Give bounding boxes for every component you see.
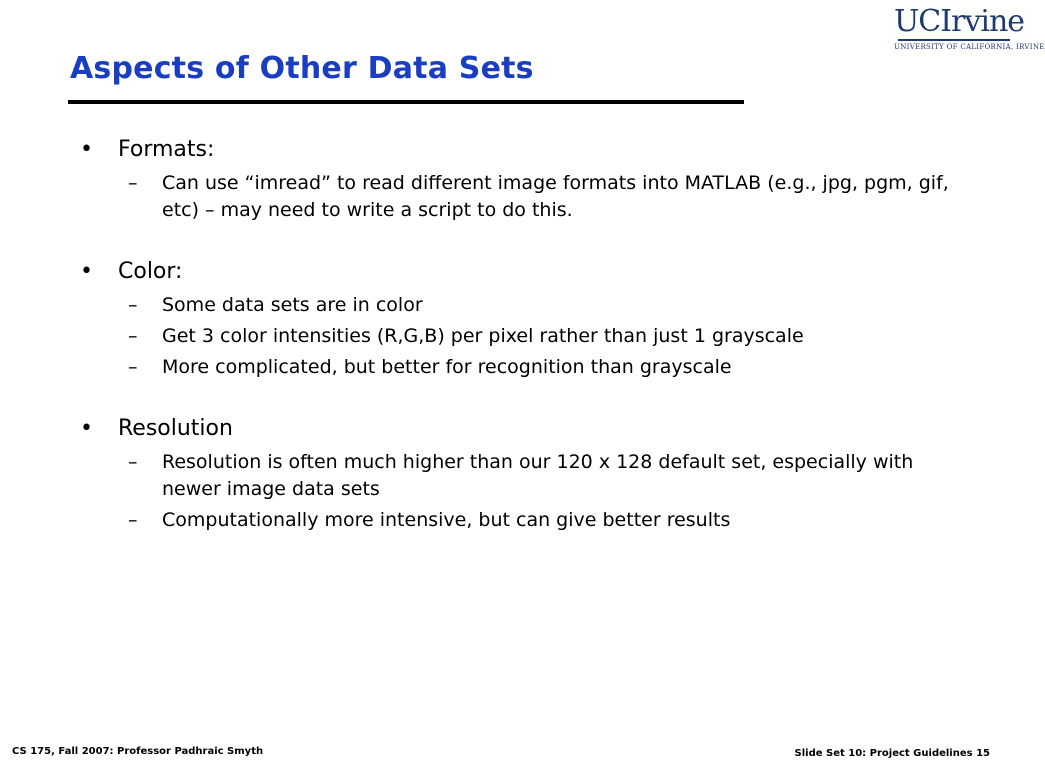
slide-body: [80, 136, 960, 534]
bullet-formats: [80, 136, 960, 164]
bullet-text: Color:: [118, 259, 183, 284]
sub-bullet: [128, 292, 960, 319]
logo-wordmark: UCIrvine: [894, 4, 1025, 39]
dash-icon: –: [128, 172, 138, 194]
footer-slide-number: Slide Set 10: Project Guidelines 15: [794, 748, 990, 759]
bullet-dot-icon: •: [80, 416, 93, 441]
dash-icon: –: [128, 325, 138, 347]
ucirvine-logo: [894, 4, 1045, 51]
slide-title: Aspects of Other Data Sets: [70, 51, 534, 86]
bullet-dot-icon: •: [80, 137, 93, 162]
bullet-text: Resolution: [118, 416, 233, 441]
logo-subtitle: UNIVERSITY OF CALIFORNIA, IRVINE: [894, 43, 1045, 51]
bullet-dot-icon: •: [80, 259, 93, 284]
sub-bullet-text: Get 3 color intensities (R,G,B) per pixel rather than just 1 grayscale: [162, 325, 804, 347]
dash-icon: –: [128, 509, 138, 531]
sub-bullet: [128, 323, 960, 350]
sub-bullet: [128, 170, 960, 224]
sub-bullet-text: Some data sets are in color: [162, 294, 423, 316]
sub-bullet: [128, 354, 960, 381]
dash-icon: –: [128, 451, 138, 473]
bullet-resolution: [80, 415, 960, 443]
sub-bullet-text: Computationally more intensive, but can give better results: [162, 509, 731, 531]
title-underline: [68, 100, 744, 104]
logo-divider: [898, 39, 1010, 41]
bullet-text: Formats:: [118, 137, 215, 162]
bullet-color: [80, 258, 960, 286]
dash-icon: –: [128, 356, 138, 378]
dash-icon: –: [128, 294, 138, 316]
sub-bullet-text: More complicated, but better for recognition than grayscale: [162, 356, 732, 378]
sub-bullet-text: Can use “imread” to read different image formats into MATLAB (e.g., jpg, pgm, gif, etc) – may need to write a script to do this.: [162, 172, 949, 221]
sub-bullet: [128, 449, 960, 503]
sub-bullet-text: Resolution is often much higher than our 120 x 128 default set, especially with newer image data sets: [162, 451, 914, 500]
sub-bullet: [128, 507, 960, 534]
footer-course: CS 175, Fall 2007: Professor Padhraic Smyth: [12, 746, 264, 757]
